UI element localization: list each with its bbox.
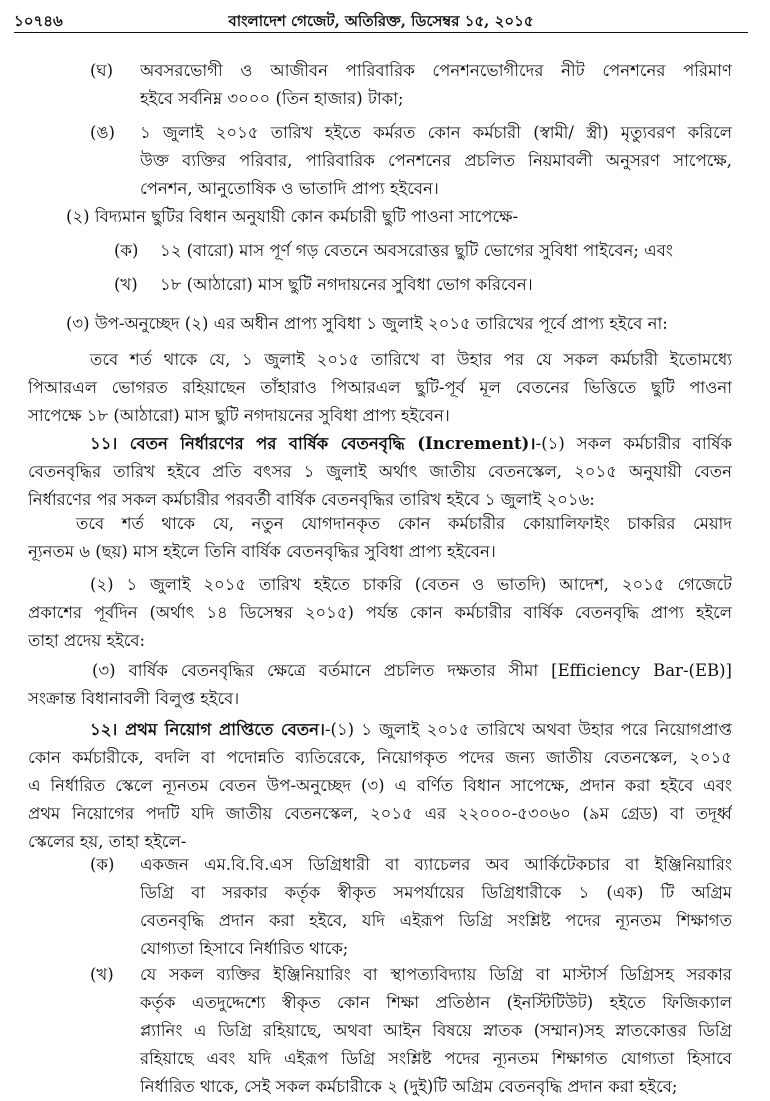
text-line: (৩) উপ-অনুচ্ছেদ (২) এর অধীন প্রাপ্য সুবিধা ১ জুলাই ২০১৫ তারিখের পূর্বে প্রাপ্য হইবে না: — [66, 314, 668, 333]
text-line: (২) ১ জুলাই ২০১৫ তারিখ হইতে চাকরি (বেতন ও ভাতদি) আদেশ, ২০১৫ গেজেটে — [90, 575, 732, 594]
text-line: যোগ্যতা হিসাবে নির্ধারিত থাকে; — [140, 939, 349, 958]
text-line: এ নির্ধারিত স্কেলে ন্যূনতম বেতন উপ-অনুচ্ছেদ (৩) এ বর্ণিত বিধান সাপেক্ষে, প্রদান করা হইবে এবং — [28, 776, 732, 795]
item-label: (ঙ) — [90, 123, 115, 142]
text-line: স্কেলের হয়, তাহা হইলে- — [28, 832, 187, 851]
item-label: (ক) — [114, 241, 139, 260]
subsection-2-intro — [66, 203, 732, 231]
section-12-first-line — [28, 716, 732, 744]
page-number: ১০৭৪৬ — [14, 12, 63, 30]
gazette-title: বাংলাদেশ গেজেট, অতিরিক্ত, ডিসেম্বর ১৫, ২০১৫ — [228, 12, 534, 30]
item-label: (ক) — [90, 855, 115, 874]
text-line: রহিয়াছে এবং যদি এইরূপ ডিগ্রি সংশ্লিষ্ট পদের ন্যূনতম শিক্ষাগত যোগ্যতা হিসাবে — [140, 1049, 732, 1068]
section-11-proviso — [28, 510, 732, 566]
text-line: ন্যূনতম ৬ (ছয়) মাস হইলে তিনি বার্ষিক বেতনবৃদ্ধির সুবিধা প্রাপ্য হইবেন। — [28, 542, 496, 561]
section-11-sub2 — [28, 571, 732, 655]
item-label: (খ) — [90, 965, 114, 984]
text-line: প্ল্যানিং এ ডিগ্রি রহিয়াছে, অথবা আইন বিষয়ে স্নাতক (সম্মান)সহ স্নাতকোত্তর ডিগ্রি — [140, 1021, 732, 1040]
text-line: ১২ (বারো) মাস পূর্ণ গড় বেতনে অবসরোত্তর ছুটি ভোগের সুবিধা পাইবেন; এবং — [160, 241, 674, 260]
text-line: ১৮ (আঠারো) মাস ছুটি নগদায়নের সুবিধা ভোগ করিবেন। — [160, 275, 533, 294]
text-line: যে সকল ব্যক্তির ইঞ্জিনিয়ারিং বা স্থাপত্যবিদ্যায় ডিগ্রি বা মাস্টার্স ডিগ্রিসহ সরকার — [140, 965, 732, 984]
text-line: একজন এম.বি.বি.এস ডিগ্রিধারী বা ব্যাচেলর অব আর্কিটেকচার বা ইঞ্জিনিয়ারিং — [140, 855, 732, 874]
section-12-heading: ১২। প্রথম নিয়োগ প্রাপ্তিতে বেতন। — [90, 720, 325, 739]
section-11 — [28, 430, 732, 514]
text-line: তবে শর্ত থাকে যে, ১ জুলাই ২০১৫ তারিখে বা উহার পর যে সকল কর্মচারী ইতোমধ্যে — [90, 350, 732, 369]
section-11-line1-rest: -(১) সকল কর্মচারীর বার্ষিক — [535, 434, 732, 453]
section-12 — [28, 716, 732, 856]
section-11-heading: ১১। বেতন নির্ধারণের পর বার্ষিক বেতনবৃদ্ধি (Increment)। — [90, 434, 536, 453]
text-line: অবসরভোগী ও আজীবন পারিবারিক পেনশনভোগীদের নীট পেনশনের পরিমাণ — [140, 61, 732, 80]
text-line: কর্তৃক এতদুদ্দেশ্যে স্বীকৃত কোন শিক্ষা প্রতিষ্ঠান (ইনস্টিটিউট) হইতে ফিজিক্যাল — [140, 993, 732, 1012]
header-rule — [14, 32, 748, 33]
text-line: তবে শর্ত থাকে যে, নতুন যোগদানকৃত কোন কর্মচারীর কোয়ালিফাইং চাকরির মেয়াদ — [76, 514, 732, 533]
text-line: কোন কর্মচারীকে, বদলি বা পদোন্নতি ব্যতিরেকে, নিয়োগকৃত পদের জন্য জাতীয় বেতনস্কেল, ২০১৫ — [28, 748, 732, 767]
section-11-first-line — [28, 430, 732, 458]
text-line: নির্ধারণের পর সকল কর্মচারীর পরবর্তী বার্ষিক বেতনবৃদ্ধির তারিখ হইবে ১ জুলাই ২০১৬: — [28, 490, 595, 509]
text-line: হইবে সর্বনিম্ন ৩০০০ (তিন হাজার) টাকা; — [140, 89, 404, 108]
item-label: (ঘ) — [90, 61, 114, 80]
section-11-sub3 — [28, 657, 732, 713]
text-line: পেনশন, আনুতোষিক ও ভাতাদি প্রাপ্য হইবেন। — [140, 179, 439, 198]
subsection-3 — [66, 310, 732, 338]
text-line: ১ জুলাই ২০১৫ তারিখ হইতে কর্মরত কোন কর্মচারী (স্বামী/ স্ত্রী) মৃত্যুবরণ করিলে — [140, 123, 732, 142]
text-line: সাপেক্ষে ১৮ (আঠারো) মাস ছুটি নগদায়নের সুবিধা প্রাপ্য হইবেন। — [28, 406, 450, 425]
text-line: নির্ধারিত থাকে, সেই সকল কর্মচারীকে ২ (দুই)টি অগ্রিম বেতনবৃদ্ধি প্রদান করা হইবে; — [140, 1077, 678, 1096]
proviso-leave — [28, 346, 732, 430]
text-line: পিআরএল ভোগরত রহিয়াছেন তাঁহারাও পিআরএল ছুটি-পূর্ব মূল বেতনের ভিত্তিতে ছুটি পাওনা — [28, 378, 732, 397]
text-line: (৩) বার্ষিক বেতনবৃদ্ধির ক্ষেত্রে বর্তমানে প্রচলিত দক্ষতার সীমা [Efficiency Bar-(EB)] — [92, 661, 732, 680]
text-line: প্রথম নিয়োগের পদটি যদি জাতীয় বেতনস্কেল, ২০১৫ এর ২২০০০-৫৩০৬০ (৯ম গ্রেড) বা তদূর্ধ্ব — [28, 804, 732, 823]
text-line: প্রকাশের পূর্বদিন (অর্থাৎ ১৪ ডিসেম্বর ২০১৫) পর্যন্ত কোন কর্মচারীর বার্ষিক বেতনবৃদ্ধি প্রাপ্য হইলে — [28, 603, 732, 622]
text-line: ডিগ্রি বা সরকার কর্তৃক স্বীকৃত সমপর্যায়ের ডিগ্রিধারীকে ১ (এক) টি অগ্রিম — [140, 883, 732, 902]
text-line: উক্ত ব্যক্তির পরিবার, পারিবারিক পেনশনের প্রচলিত নিয়মাবলী অনুসরণ সাপেক্ষে, — [140, 151, 732, 170]
text-line: তাহা প্রদেয় হইবে: — [28, 631, 146, 650]
item-label: (খ) — [114, 275, 138, 294]
text-line: (২) বিদ্যমান ছুটির বিধান অনুযায়ী কোন কর্মচারী ছুটি পাওনা সাপেক্ষে- — [66, 207, 519, 226]
section-12-line1-rest: -(১) ১ জুলাই ২০১৫ তারিখে অথবা উহার পরে নিয়োগপ্রাপ্ত — [324, 720, 732, 739]
text-line: সংক্রান্ত বিধানাবলী বিলুপ্ত হইবে। — [28, 689, 240, 708]
text-line: বেতনবৃদ্ধি প্রদান করা হইবে, যদি এইরূপ ডিগ্রি সংশ্লিষ্ট পদের ন্যূনতম শিক্ষাগত — [140, 911, 732, 930]
text-line: বেতনবৃদ্ধির তারিখ হইবে প্রতি বৎসর ১ জুলাই অর্থাৎ জাতীয় বেতনস্কেল, ২০১৫ অনুযায়ী বেতন — [28, 462, 732, 481]
